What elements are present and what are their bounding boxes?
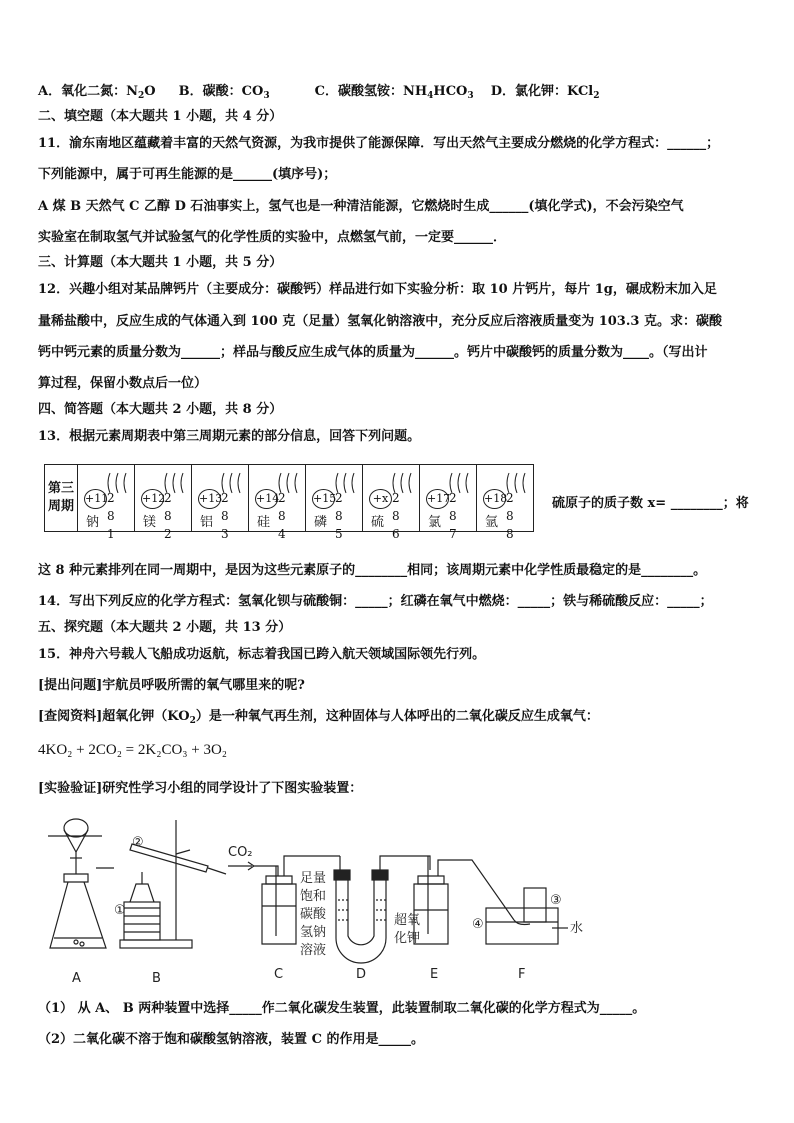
q12-line1: 12．兴趣小组对某品牌钙片（主要成分：碳酸钙）样品进行如下实验分析：取 10 片钙片，每片 1g，碾成粉末加入足	[38, 282, 717, 297]
q11-line2: 下列能源中，属于可再生能源的是______(填序号)；	[38, 167, 337, 182]
q12-line2: 量稀盐酸中，反应生成的气体通入到 100 克（足量）氢氧化钠溶液中，充分反应后溶液质量变为 103.3 克。求：碳酸	[38, 314, 722, 329]
apparatus-c	[254, 856, 340, 982]
section-heading-4: 四、简答题（本大题共 2 小题，共 8 分）	[38, 402, 283, 417]
co2-inlet-arrow	[228, 845, 254, 870]
q12-line3: 钙中钙元素的质量分数为______；样品与酸反应生成气体的质量为______。钙片中碳酸钙的质量分数为____。（写出计	[38, 345, 708, 360]
element-cell-si	[249, 465, 306, 541]
element-cell-mg	[135, 465, 192, 541]
element-name: 钠	[86, 515, 100, 530]
svg-text:C: C	[274, 967, 284, 982]
atom-diagram: +13 2 8 3	[194, 467, 248, 511]
svg-text:氢钠: 氢钠	[300, 925, 327, 940]
q15-sub2: （2）二氧化碳不溶于饱和碳酸氢钠溶液，装置 C 的作用是_____。	[38, 1032, 424, 1047]
q11-line1: 11．渝东南地区蕴藏着丰富的天然气资源，为我市提供了能源保障．写出天然气主要成分燃烧的化学方程式：______；	[38, 136, 720, 151]
svg-text:A: A	[72, 971, 81, 986]
svg-text:B: B	[152, 971, 161, 986]
options-line	[38, 83, 600, 105]
atom-diagram: +14 2 8 4	[251, 467, 305, 511]
svg-text:碳酸: 碳酸	[300, 907, 327, 922]
element-cell-na	[78, 465, 135, 541]
q14-line: 14．写出下列反应的化学方程式：氢氧化钡与硫酸铜：_____；红磷在氧气中燃烧：_____；铁与稀硫酸反应：_____；	[38, 594, 713, 609]
apparatus-d	[334, 856, 430, 982]
atom-diagram: +11 2 8 1	[80, 467, 134, 511]
element-name: 镁	[143, 515, 157, 530]
option-a: A．氧化二氮：$N_2O$	[38, 84, 156, 101]
svg-text:①: ①	[114, 903, 126, 918]
element-cell-p	[306, 465, 363, 541]
apparatus-f	[472, 888, 583, 982]
atom-diagram: +15 2 8 5	[308, 467, 362, 511]
table-caption: 硫原子的质子数 x= ________；将	[552, 496, 749, 511]
q11-line3: A 煤 B 天然气 C 乙醇 D 石油事实上，氢气也是一种清洁能源，它燃烧时生成______(填化学式)，不会污染空气	[38, 199, 684, 214]
option-b: B．碳酸：$CO_3$	[178, 84, 270, 101]
periodic-table-row	[44, 464, 534, 541]
element-cell-al	[192, 465, 249, 541]
svg-text:CO₂: CO₂	[228, 845, 253, 860]
option-c: C．碳酸氢铵：$NH_4HCO_3$	[314, 84, 474, 101]
apparatus-e	[414, 856, 514, 982]
svg-text:④: ④	[472, 917, 484, 932]
svg-text:②: ②	[132, 835, 144, 850]
svg-text:水: 水	[570, 921, 584, 936]
element-name: 硫	[371, 515, 385, 530]
period-label: 第三 周期	[45, 465, 78, 532]
atom-diagram: +17 2 8 7	[422, 467, 476, 511]
q12-line4: 算过程，保留小数点后一位）	[38, 376, 208, 391]
q13-line1: 13．根据元素周期表中第三周期元素的部分信息，回答下列问题。	[38, 429, 421, 444]
q13-line2: 这 8 种元素排列在同一周期中，是因为这些元素原子的________相同；该周期元素中化学性质最稳定的是________。	[38, 563, 707, 578]
svg-text:③: ③	[550, 893, 562, 908]
section-heading-2: 二、填空题（本大题共 1 小题，共 4 分）	[38, 109, 283, 124]
svg-text:F: F	[518, 967, 526, 982]
q11-line4: 实验室在制取氢气并试验氢气的化学性质的实验中，点燃氢气前，一定要______．	[38, 230, 507, 245]
element-name: 氩	[485, 515, 499, 530]
element-name: 硅	[257, 515, 271, 530]
svg-text:溶液: 溶液	[300, 943, 327, 958]
element-name: 铝	[200, 515, 214, 530]
element-name: 氯	[428, 515, 442, 530]
apparatus-b	[120, 820, 226, 986]
q15-sub1: （1） 从 A、 B 两种装置中选择_____作二氧化碳发生装置，此装置制取二氧化碳的化学方程式为_____。	[38, 1001, 646, 1016]
atom-diagram: +18 2 8 8	[479, 467, 533, 511]
atom-diagram: +12 2 8 2	[137, 467, 191, 511]
q15-line1: 15．神舟六号载人飞船成功返航，标志着我国已跨入航天领域国际领先行列。	[38, 647, 486, 662]
element-name: 磷	[314, 515, 328, 530]
q15-line3: [查阅资料]超氧化钾$(KO_2)$是一种氧气再生剂，这种固体与人体呼出的二氧化碳反应生成氧气：	[38, 709, 599, 726]
section-heading-3: 三、计算题（本大题共 1 小题，共 5 分）	[38, 255, 283, 270]
element-cell-ar	[477, 465, 534, 541]
q15-line4: [实验验证]研究性学习小组的同学设计了下图实验装置：	[38, 781, 363, 796]
element-cell-s	[363, 465, 420, 541]
svg-text:D: D	[356, 967, 367, 982]
apparatus-diagram	[40, 810, 780, 990]
element-cell-cl	[420, 465, 477, 541]
svg-text:超氧: 超氧	[394, 913, 421, 928]
reaction-equation: 4KO₂ + 2CO₂ = 2K₂CO₃ + 3O₂	[38, 742, 228, 758]
svg-text:饱和: 饱和	[300, 889, 327, 904]
svg-text:足量: 足量	[300, 871, 327, 886]
svg-text:化钾: 化钾	[394, 931, 421, 946]
option-d: D．氯化钾：KCl$_2$	[490, 84, 600, 101]
apparatus-a	[48, 819, 126, 986]
section-heading-5: 五、探究题（本大题共 2 小题，共 13 分）	[38, 620, 292, 635]
atom-diagram: +x 2 8 6	[365, 467, 419, 511]
q15-line2: [提出问题]宇航员呼吸所需的氧气哪里来的呢?	[38, 678, 305, 693]
svg-text:E: E	[430, 967, 439, 982]
